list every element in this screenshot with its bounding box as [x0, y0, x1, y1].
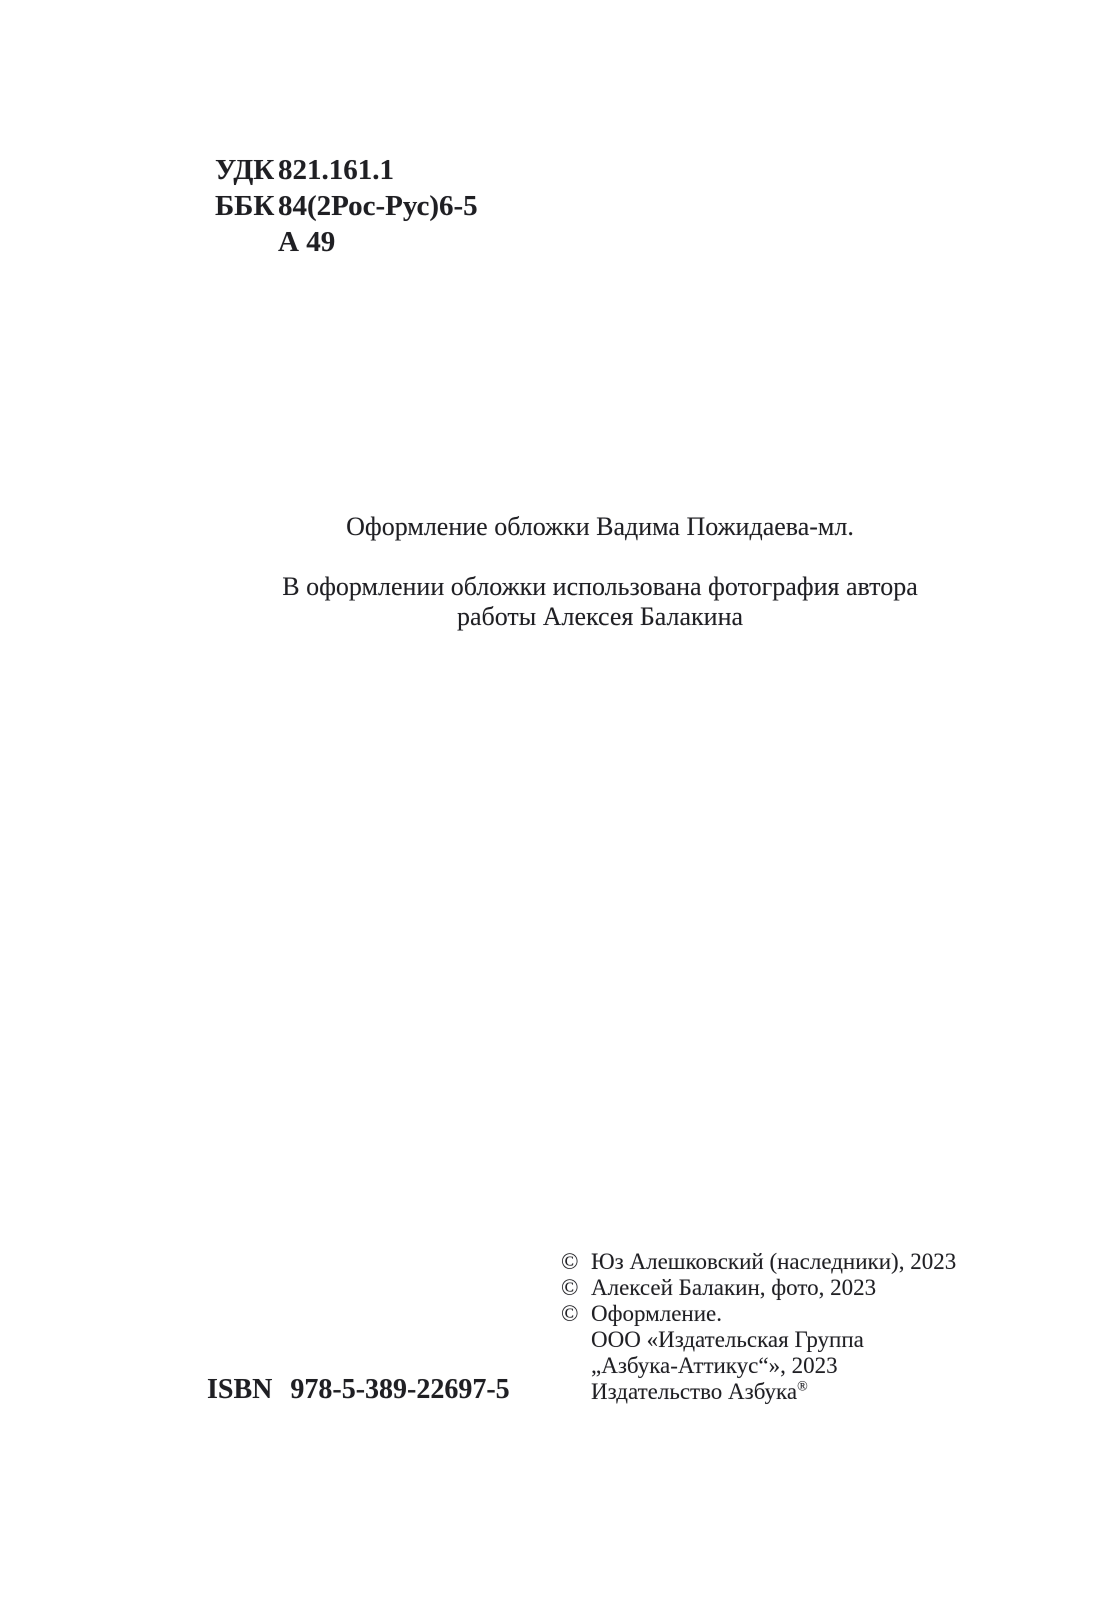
author-sign-row — [215, 224, 478, 260]
publisher-line — [561, 1379, 956, 1405]
bbk-value: 84(2Рос-Рус)6-5 — [278, 190, 478, 222]
cataloging-block — [215, 152, 478, 260]
copyright-line-design — [561, 1301, 956, 1327]
isbn-value: 978-5-389-22697-5 — [290, 1374, 510, 1405]
isbn-label: ISBN — [207, 1374, 273, 1405]
copyright-icon: © — [561, 1249, 579, 1274]
copyright-line-photo — [561, 1275, 956, 1301]
copyright-holder-design: Оформление. — [591, 1301, 722, 1326]
copyright-design-cont2: „Азбука-Аттикус“», 2023 — [591, 1353, 838, 1378]
copyright-block — [561, 1249, 956, 1405]
udk-row — [215, 152, 478, 188]
credits-block — [100, 512, 1100, 632]
registered-trademark-icon: ® — [797, 1379, 808, 1395]
photo-credit-line1: В оформлении обложки использована фотография автора — [282, 572, 918, 601]
bbk-label: ББК — [215, 190, 275, 222]
copyright-design-cont1: ООО «Издательская Группа — [591, 1327, 864, 1352]
udk-value: 821.161.1 — [278, 154, 394, 186]
copyright-icon: © — [561, 1301, 579, 1326]
photo-credit — [100, 572, 1100, 632]
copyright-line-authors — [561, 1249, 956, 1275]
bbk-row — [215, 188, 478, 224]
copyright-holder-authors: Юз Алешковский (наследники), 2023 — [591, 1249, 957, 1274]
author-sign: А 49 — [278, 226, 336, 258]
copyright-icon: © — [561, 1275, 579, 1300]
photo-credit-line2: работы Алексея Балакина — [456, 602, 744, 631]
publisher-name: Издательство Азбука — [591, 1379, 798, 1404]
isbn-line — [207, 1376, 510, 1404]
udk-label: УДК — [215, 154, 275, 186]
copyright-holder-photo: Алексей Балакин, фото, 2023 — [591, 1275, 877, 1300]
cover-design-credit: Оформление обложки Вадима Пожидаева-мл. — [346, 512, 854, 541]
